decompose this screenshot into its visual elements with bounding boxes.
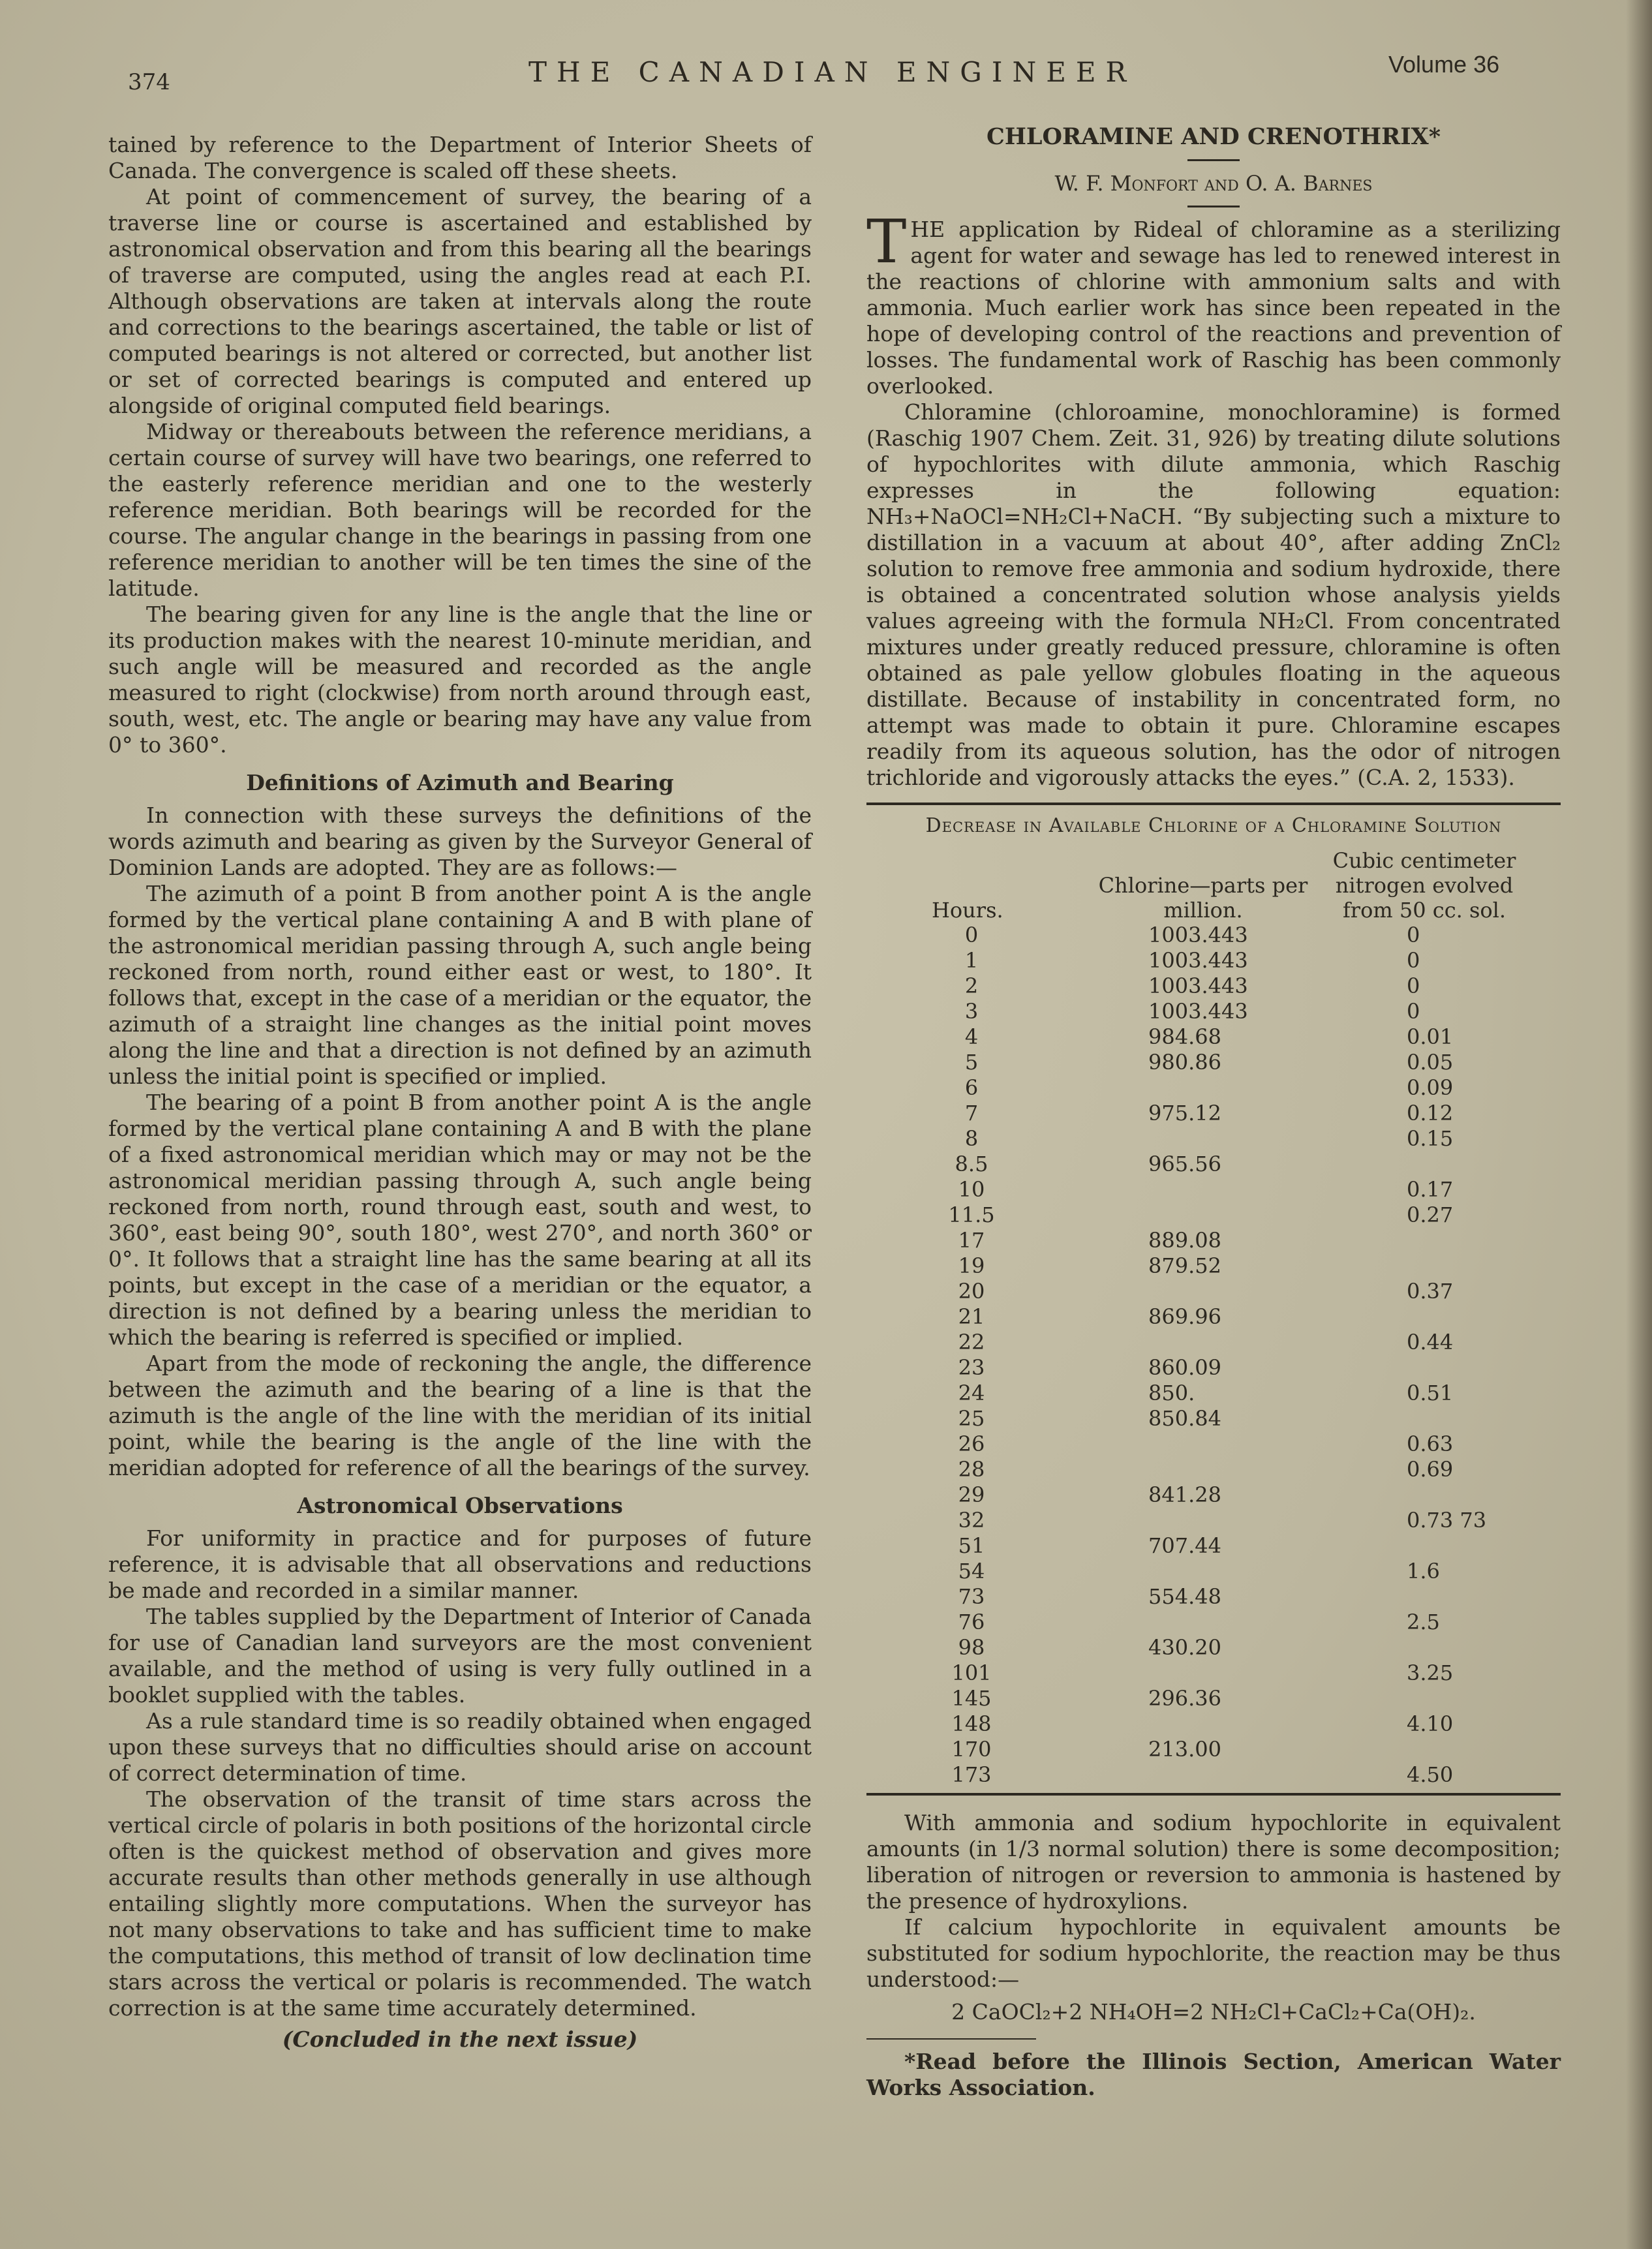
table-row [866, 1024, 1561, 1050]
journal-title: THE CANADIAN ENGINEER [528, 56, 1137, 88]
cell-nitrogen: 0 [1407, 973, 1420, 998]
table-row [866, 1228, 1561, 1253]
table-row [866, 1711, 1561, 1737]
divider [1187, 159, 1240, 161]
cell-chlorine: 554.48 [1148, 1584, 1221, 1609]
table-row [866, 1253, 1561, 1279]
paragraph: Midway or thereabouts between the reference meridians, a certain course of survey will have two bearings, one referred to the easterly reference meridian and one to the westerly reference meridian. Both bearings will be recorded for the course. The angular change in the bearings in passing from one reference meridian to another will be ten times the sine of the latitude. [108, 419, 812, 601]
cell-hours: 51 [958, 1533, 985, 1558]
table-row [866, 1635, 1561, 1660]
cell-nitrogen: 0.27 [1407, 1202, 1454, 1227]
table-row [866, 1126, 1561, 1152]
cell-hours: 32 [958, 1508, 985, 1533]
paragraph: The observation of the transit of time stars across the vertical circle of polaris in both positions of the horizontal circle often is the quickest method of observation and gives more accurate results than other methods generally in use although entailing slightly more computations. When the surveyor has not many observations to take and has sufficient time to make the computations, this method of transit of low declination time stars across the vertical or polaris is recommended. The watch correction is at the same time accurately determined. [108, 1786, 812, 2021]
table-title: Decrease in Available Chlorine of a Chloramine Solution [925, 814, 1502, 837]
table-row [866, 948, 1561, 973]
table-row [866, 1101, 1561, 1126]
paragraph: The bearing of a point B from another point A is the angle formed by the vertical plane containing A and B with the plane of a fixed astronomical meridian which may or may not be the astronomical meridian passing through A, such angle being reckoned from north, round through east, south and west, to 360°, east being 90°, south 180°, west 270°, and north 360° or 0°. It follows that a straight line has the same bearing at all its points, but except in the case of a meridian or the equator, a direction is not defined by a bearing unless the meridian to which the bearing is referred is specified or implied. [108, 1090, 812, 1350]
cell-hours: 148 [951, 1711, 992, 1736]
table-row [866, 1202, 1561, 1228]
cell-hours: 23 [958, 1355, 985, 1380]
cell-chlorine: 296.36 [1148, 1686, 1221, 1711]
table-row [866, 1304, 1561, 1330]
cell-nitrogen: 0.17 [1407, 1177, 1454, 1202]
cell-chlorine: 841.28 [1148, 1482, 1221, 1507]
table-row [866, 999, 1561, 1024]
paragraph: As a rule standard time is so readily obtained when engaged upon these surveys that no difficulties should arise on account of correct determination of time. [108, 1708, 812, 1786]
table-row [866, 1508, 1561, 1533]
footnote-rule [866, 2038, 1036, 2040]
table-top-rule [866, 803, 1561, 805]
paragraph: The bearing given for any line is the angle that the line or its production makes with the nearest 10-minute meridian, and such angle will be measured and recorded as the angle measured to right (clockwise) from north around through east, south, west, etc. The angle or bearing may have any value from 0° to 360°. [108, 602, 812, 757]
cell-chlorine: 889.08 [1148, 1228, 1221, 1253]
paragraph: The azimuth of a point B from another point A is the angle formed by the vertical plane containing A and B with plane of the astronomical meridian passing through A, such angle being reckoned from north, round either east or west, to 180°. It follows that, except in the case of a meridian or the equator, the azimuth of a straight line changes as the initial point moves along the line and that a direction is not defined by an azimuth unless the initial point is specified or implied. [108, 881, 812, 1089]
cell-hours: 4 [964, 1024, 979, 1049]
byline: W. F. Monfort and O. A. Barnes [1054, 171, 1373, 196]
table-row [866, 1762, 1561, 1788]
cell-chlorine: 984.68 [1148, 1024, 1221, 1049]
cell-hours: 5 [964, 1050, 979, 1075]
volume-label: Volume 36 [1388, 51, 1500, 78]
table-row [866, 1457, 1561, 1482]
table-row [866, 1610, 1561, 1635]
cell-hours: 21 [958, 1304, 985, 1329]
cell-hours: 19 [958, 1253, 985, 1278]
cell-hours: 170 [951, 1737, 992, 1762]
cell-nitrogen: 0.01 [1407, 1024, 1454, 1049]
page-header [0, 51, 1652, 95]
right-column [866, 124, 1561, 2101]
cell-nitrogen: 4.10 [1407, 1711, 1454, 1736]
paragraph: tained by reference to the Department of Interior Sheets of Canada. The convergence is scaled off these sheets. [108, 132, 812, 183]
cell-hours: 2 [964, 973, 979, 998]
cell-chlorine: 850.84 [1148, 1406, 1221, 1431]
column-header-chlorine: Chlorine—parts per million. [1098, 873, 1308, 923]
table-body [866, 923, 1561, 1788]
cell-nitrogen: 2.5 [1407, 1610, 1440, 1634]
column-header-hours: Hours. [932, 898, 1003, 923]
cell-hours: 1 [964, 948, 979, 973]
cell-hours: 76 [958, 1610, 985, 1634]
table-row [866, 1152, 1561, 1177]
data-table [866, 813, 1561, 1788]
table-row [866, 1660, 1561, 1686]
table-row [866, 1279, 1561, 1304]
cell-chlorine: 1003.443 [1148, 923, 1248, 947]
paragraph: If calcium hypochlorite in equivalent amounts be substituted for sodium hypochlorite, the reaction may be thus understood:— [866, 1914, 1561, 1992]
table-header [866, 843, 1561, 923]
cell-chlorine: 879.52 [1148, 1253, 1221, 1278]
cell-nitrogen: 0.12 [1407, 1101, 1454, 1125]
paragraph: In connection with these surveys the definitions of the words azimuth and bearing as given by the Surveyor General of Dominion Lands are adopted. They are as follows:— [108, 803, 812, 880]
paragraph: The tables supplied by the Department of Interior of Canada for use of Canadian land surveyors are the most convenient available, and the method of using is very fully outlined in a booklet supplied with the tables. [108, 1604, 812, 1707]
table-row [866, 1584, 1561, 1610]
cell-chlorine: 213.00 [1148, 1737, 1221, 1762]
cell-hours: 145 [951, 1686, 992, 1711]
cell-nitrogen: 0.73 73 [1407, 1508, 1487, 1533]
table-row [866, 1737, 1561, 1762]
cell-nitrogen: 0.51 [1407, 1381, 1454, 1405]
table-bottom-rule [866, 1793, 1561, 1796]
paragraph: With ammonia and sodium hypochlorite in equivalent amounts (in 1/3 normal solution) there is some decomposition; liberation of nitrogen or reversion to ammonia is hastened by the presence of hydroxylions. [866, 1810, 1561, 1914]
table-row [866, 1533, 1561, 1559]
cell-chlorine: 1003.443 [1148, 999, 1248, 1024]
section-heading: Definitions of Azimuth and Bearing [246, 770, 674, 795]
table-row [866, 923, 1561, 948]
cell-chlorine: 860.09 [1148, 1355, 1221, 1380]
table-row [866, 973, 1561, 999]
cell-hours: 22 [958, 1330, 985, 1354]
paragraph: Chloramine (chloroamine, monochloramine) is formed (Raschig 1907 Chem. Zeit. 31, 926) by treating dilute solutions of hypochlorites with dilute ammonia, which Raschig expresses in the following equation: NH₃+NaOCl=NH₂Cl+NaCH. “By subjecting such a mixture to distillation in a vacuum at about 40°, after adding ZnCl₂ solution to remove free ammonia and sodium hydroxide, there is obtained a concentrated solution whose analysis yields values agreeing with the formula NH₂Cl. From concentrated mixtures under greatly reduced pressure, chloramine is often obtained as pale yellow globules floating in the aqueous distillate. Because of instability in concentrated form, no attempt was made to obtain it pure. Chloramine escapes readily from its aqueous solution, has the odor of nitrogen trichloride and vigorously attacks the eyes.” (C.A. 2, 1533). [866, 399, 1561, 790]
cell-nitrogen: 0.05 [1407, 1050, 1454, 1075]
page-edge-shadow [1626, 0, 1652, 2249]
table-row [866, 1355, 1561, 1381]
cell-hours: 6 [964, 1075, 979, 1100]
cell-nitrogen: 0.15 [1407, 1126, 1454, 1151]
cell-hours: 11.5 [948, 1202, 995, 1227]
footnote: *Read before the Illinois Section, American Water Works Association. [866, 2049, 1561, 2100]
cell-chlorine: 975.12 [1148, 1101, 1221, 1125]
cell-nitrogen: 0.63 [1407, 1431, 1454, 1456]
cell-nitrogen: 0 [1407, 948, 1420, 973]
table-row [866, 1559, 1561, 1584]
cell-chlorine: 850. [1148, 1381, 1195, 1405]
continued-note: (Concluded in the next issue) [282, 2027, 638, 2052]
table-row [866, 1381, 1561, 1406]
left-column [108, 132, 812, 2053]
cell-nitrogen: 0.69 [1407, 1457, 1454, 1482]
paragraph: THE application by Rideal of chloramine as a sterilizing agent for water and sewage has led to renewed interest in the reactions of chlorine with ammonium salts and with ammonia. Much earlier work has since been repeated in the hope of developing control of the reactions and prevention of losses. The fundamental work of Raschig has been commonly overlooked. [866, 207, 1561, 399]
cell-hours: 20 [958, 1279, 985, 1304]
cell-chlorine: 707.44 [1148, 1533, 1221, 1558]
cell-hours: 17 [958, 1228, 985, 1253]
table-row [866, 1431, 1561, 1457]
table-row [866, 1686, 1561, 1711]
cell-hours: 8 [964, 1126, 979, 1151]
cell-hours: 25 [958, 1406, 985, 1431]
cell-hours: 101 [951, 1660, 992, 1685]
cell-hours: 28 [958, 1457, 985, 1482]
cell-nitrogen: 0 [1407, 999, 1420, 1024]
cell-chlorine: 1003.443 [1148, 973, 1248, 998]
cell-chlorine: 869.96 [1148, 1304, 1221, 1329]
paragraph: At point of commencement of survey, the bearing of a traverse line or course is ascertained and established by astronomical observation and from this bearing all the bearings of traverse are computed, using the angles read at each P.I. Although observations are taken at intervals along the route and corrections to the bearings ascertained, the table or list of computed bearings is not altered or corrected, but another list or set of corrected bearings is computed and entered up alongside of original computed field bearings. [108, 184, 812, 418]
cell-hours: 24 [958, 1381, 985, 1405]
table-row [866, 1330, 1561, 1355]
cell-hours: 7 [964, 1101, 979, 1125]
cell-hours: 0 [964, 923, 979, 947]
table-row [866, 1075, 1561, 1101]
table-row [866, 1406, 1561, 1431]
cell-nitrogen: 0.44 [1407, 1330, 1454, 1354]
cell-hours: 29 [958, 1482, 985, 1507]
table-row [866, 1177, 1561, 1202]
cell-chlorine: 965.56 [1148, 1152, 1221, 1176]
cell-nitrogen: 4.50 [1407, 1762, 1454, 1787]
divider [1187, 206, 1240, 207]
cell-chlorine: 1003.443 [1148, 948, 1248, 973]
cell-hours: 8.5 [955, 1152, 988, 1176]
cell-nitrogen: 1.6 [1407, 1559, 1440, 1583]
table-row [866, 1482, 1561, 1508]
drop-cap: T [866, 207, 907, 277]
paragraph: For uniformity in practice and for purposes of future reference, it is advisable that all observations and reductions be made and recorded in a similar manner. [108, 1525, 812, 1603]
cell-chlorine: 980.86 [1148, 1050, 1221, 1075]
column-header-nitrogen: Cubic centimeter nitrogen evolved from 50 cc. sol. [1332, 848, 1516, 923]
cell-hours: 98 [958, 1635, 985, 1660]
page-number: 374 [128, 69, 170, 95]
cell-hours: 54 [958, 1559, 985, 1583]
cell-nitrogen: 0.37 [1407, 1279, 1454, 1304]
cell-hours: 3 [964, 999, 979, 1024]
section-heading: Astronomical Observations [297, 1493, 623, 1518]
cell-nitrogen: 0.09 [1407, 1075, 1454, 1100]
table-row [866, 1050, 1561, 1075]
cell-hours: 10 [958, 1177, 985, 1202]
chemical-equation: 2 CaOCl₂+2 NH₄OH=2 NH₂Cl+CaCl₂+Ca(OH)₂. [951, 1999, 1476, 2025]
cell-hours: 73 [958, 1584, 985, 1609]
cell-hours: 26 [958, 1431, 985, 1456]
cell-nitrogen: 0 [1407, 923, 1420, 947]
paragraph: Apart from the mode of reckoning the angle, the difference between the azimuth and the bearing of a line is that the azimuth is the angle of the line with the meridian of its initial point, while the bearing is the angle of the line with the meridian adopted for reference of all the bearings of the survey. [108, 1351, 812, 1480]
cell-nitrogen: 3.25 [1407, 1660, 1454, 1685]
cell-chlorine: 430.20 [1148, 1635, 1221, 1660]
article-title: CHLORAMINE AND CRENOTHRIX* [986, 123, 1441, 150]
cell-hours: 173 [951, 1762, 992, 1787]
